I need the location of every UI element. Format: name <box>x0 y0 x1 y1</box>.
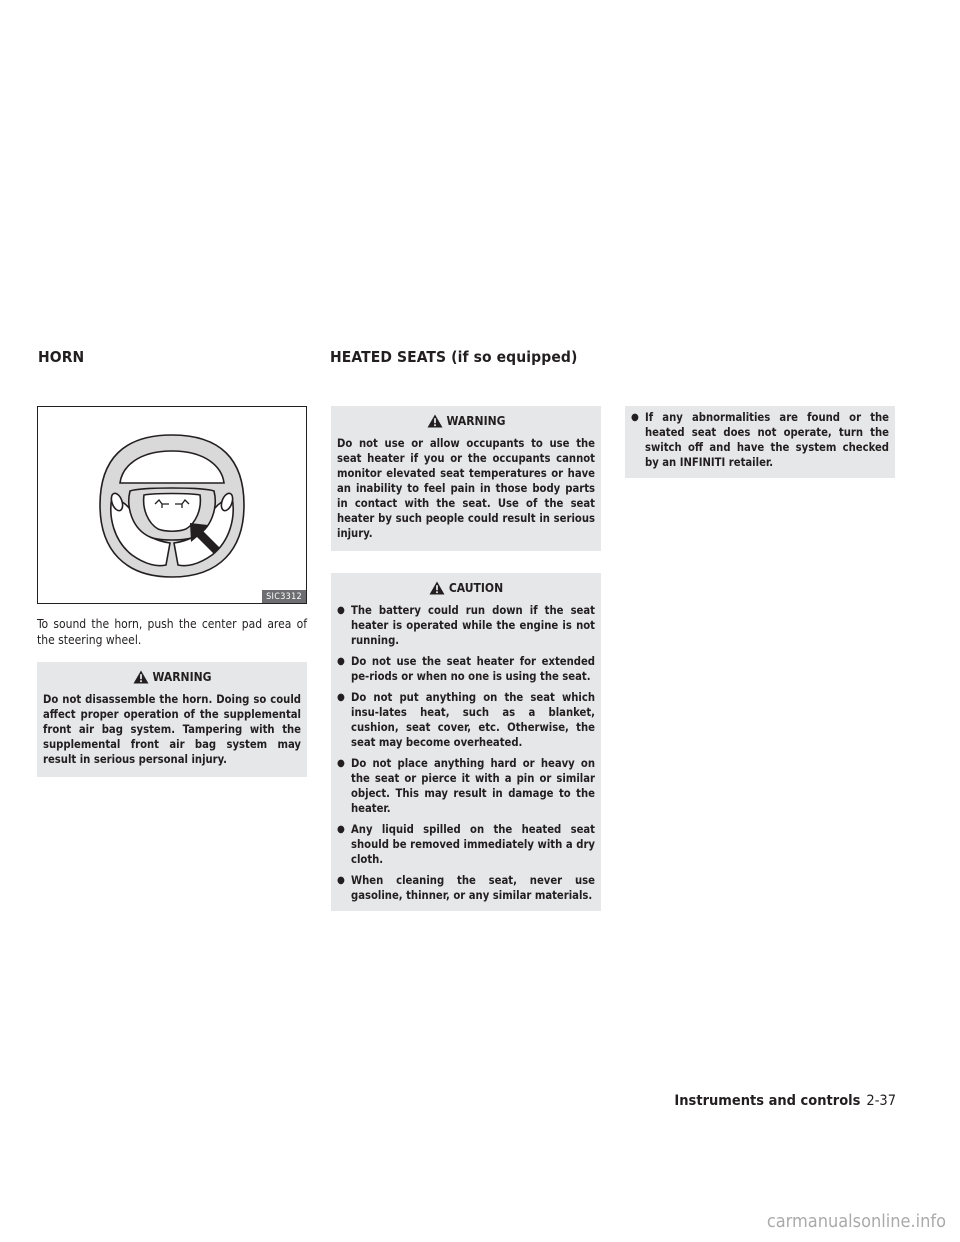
list-item: ● Any liquid spilled on the heated seat should be removed immediately with a dry cloth. <box>337 822 595 867</box>
list-item: ● When cleaning the seat, never use gasoline, thinner, or any similar materials. <box>337 873 595 903</box>
warning-triangle-icon <box>427 414 443 428</box>
caution-list-continued <box>625 406 895 478</box>
steering-wheel-illustration <box>38 407 306 603</box>
warning-text: Do not use or allow occupants to use the seat heater if you or the occupants cannot monitor elevated seat temperatures or have an inability to feel pain in those body parts in contact with the seat. Use of the seat heater by such people could result in serious injury. <box>337 437 595 540</box>
caution-title: CAUTION <box>448 580 504 595</box>
warning-text: Do not disassemble the horn. Doing so could affect proper operation of the supplemental front air bag system. Tampering with the supplemental front air bag system may result in serious personal injury. <box>43 693 301 766</box>
warning-title: WARNING <box>152 669 212 684</box>
section-title-heated-seats: HEATED SEATS (if so equipped) <box>330 348 578 366</box>
section-title-horn: HORN <box>38 348 85 366</box>
horn-warning-box <box>37 662 307 777</box>
heated-warning-box <box>331 406 601 551</box>
list-item: ● The battery could run down if the seat heater is operated while the engine is not running. <box>337 603 595 648</box>
warning-header <box>331 406 601 432</box>
watermark: carmanualsonline.info <box>766 1211 946 1232</box>
warning-header <box>37 662 307 688</box>
page-number: 2-37 <box>866 1093 896 1109</box>
caution-header <box>331 573 601 599</box>
column-heated-seats <box>331 406 601 911</box>
column-horn <box>37 406 307 777</box>
list-item: ● Do not use the seat heater for extended pe-riods or when no one is using the seat. <box>337 654 595 684</box>
chapter-name: Instruments and controls <box>674 1093 861 1109</box>
horn-instruction: To sound the horn, push the center pad area of the steering wheel. <box>37 617 307 647</box>
list-item: ● Do not put anything on the seat which insu-lates heat, such as a blanket, cushion, seat cover, etc. Otherwise, the seat may become overheated. <box>337 690 595 750</box>
warning-triangle-icon <box>133 670 149 684</box>
warning-title: WARNING <box>446 413 506 428</box>
list-item: ● If any abnormalities are found or the heated seat does not operate, turn the switch off and have the system checked by an INFINITI retailer. <box>631 410 889 470</box>
figure-code: SIC3312 <box>262 590 306 603</box>
steering-wheel-figure <box>37 406 307 604</box>
column-heated-seats-continued <box>625 406 895 478</box>
heated-caution-box <box>331 573 601 911</box>
caution-continued-box <box>625 406 895 478</box>
page-footer <box>674 1093 896 1109</box>
caution-triangle-icon <box>429 581 445 595</box>
list-item: ● Do not place anything hard or heavy on the seat or pierce it with a pin or similar object. This may result in damage to the heater. <box>337 756 595 816</box>
caution-list <box>331 599 601 911</box>
